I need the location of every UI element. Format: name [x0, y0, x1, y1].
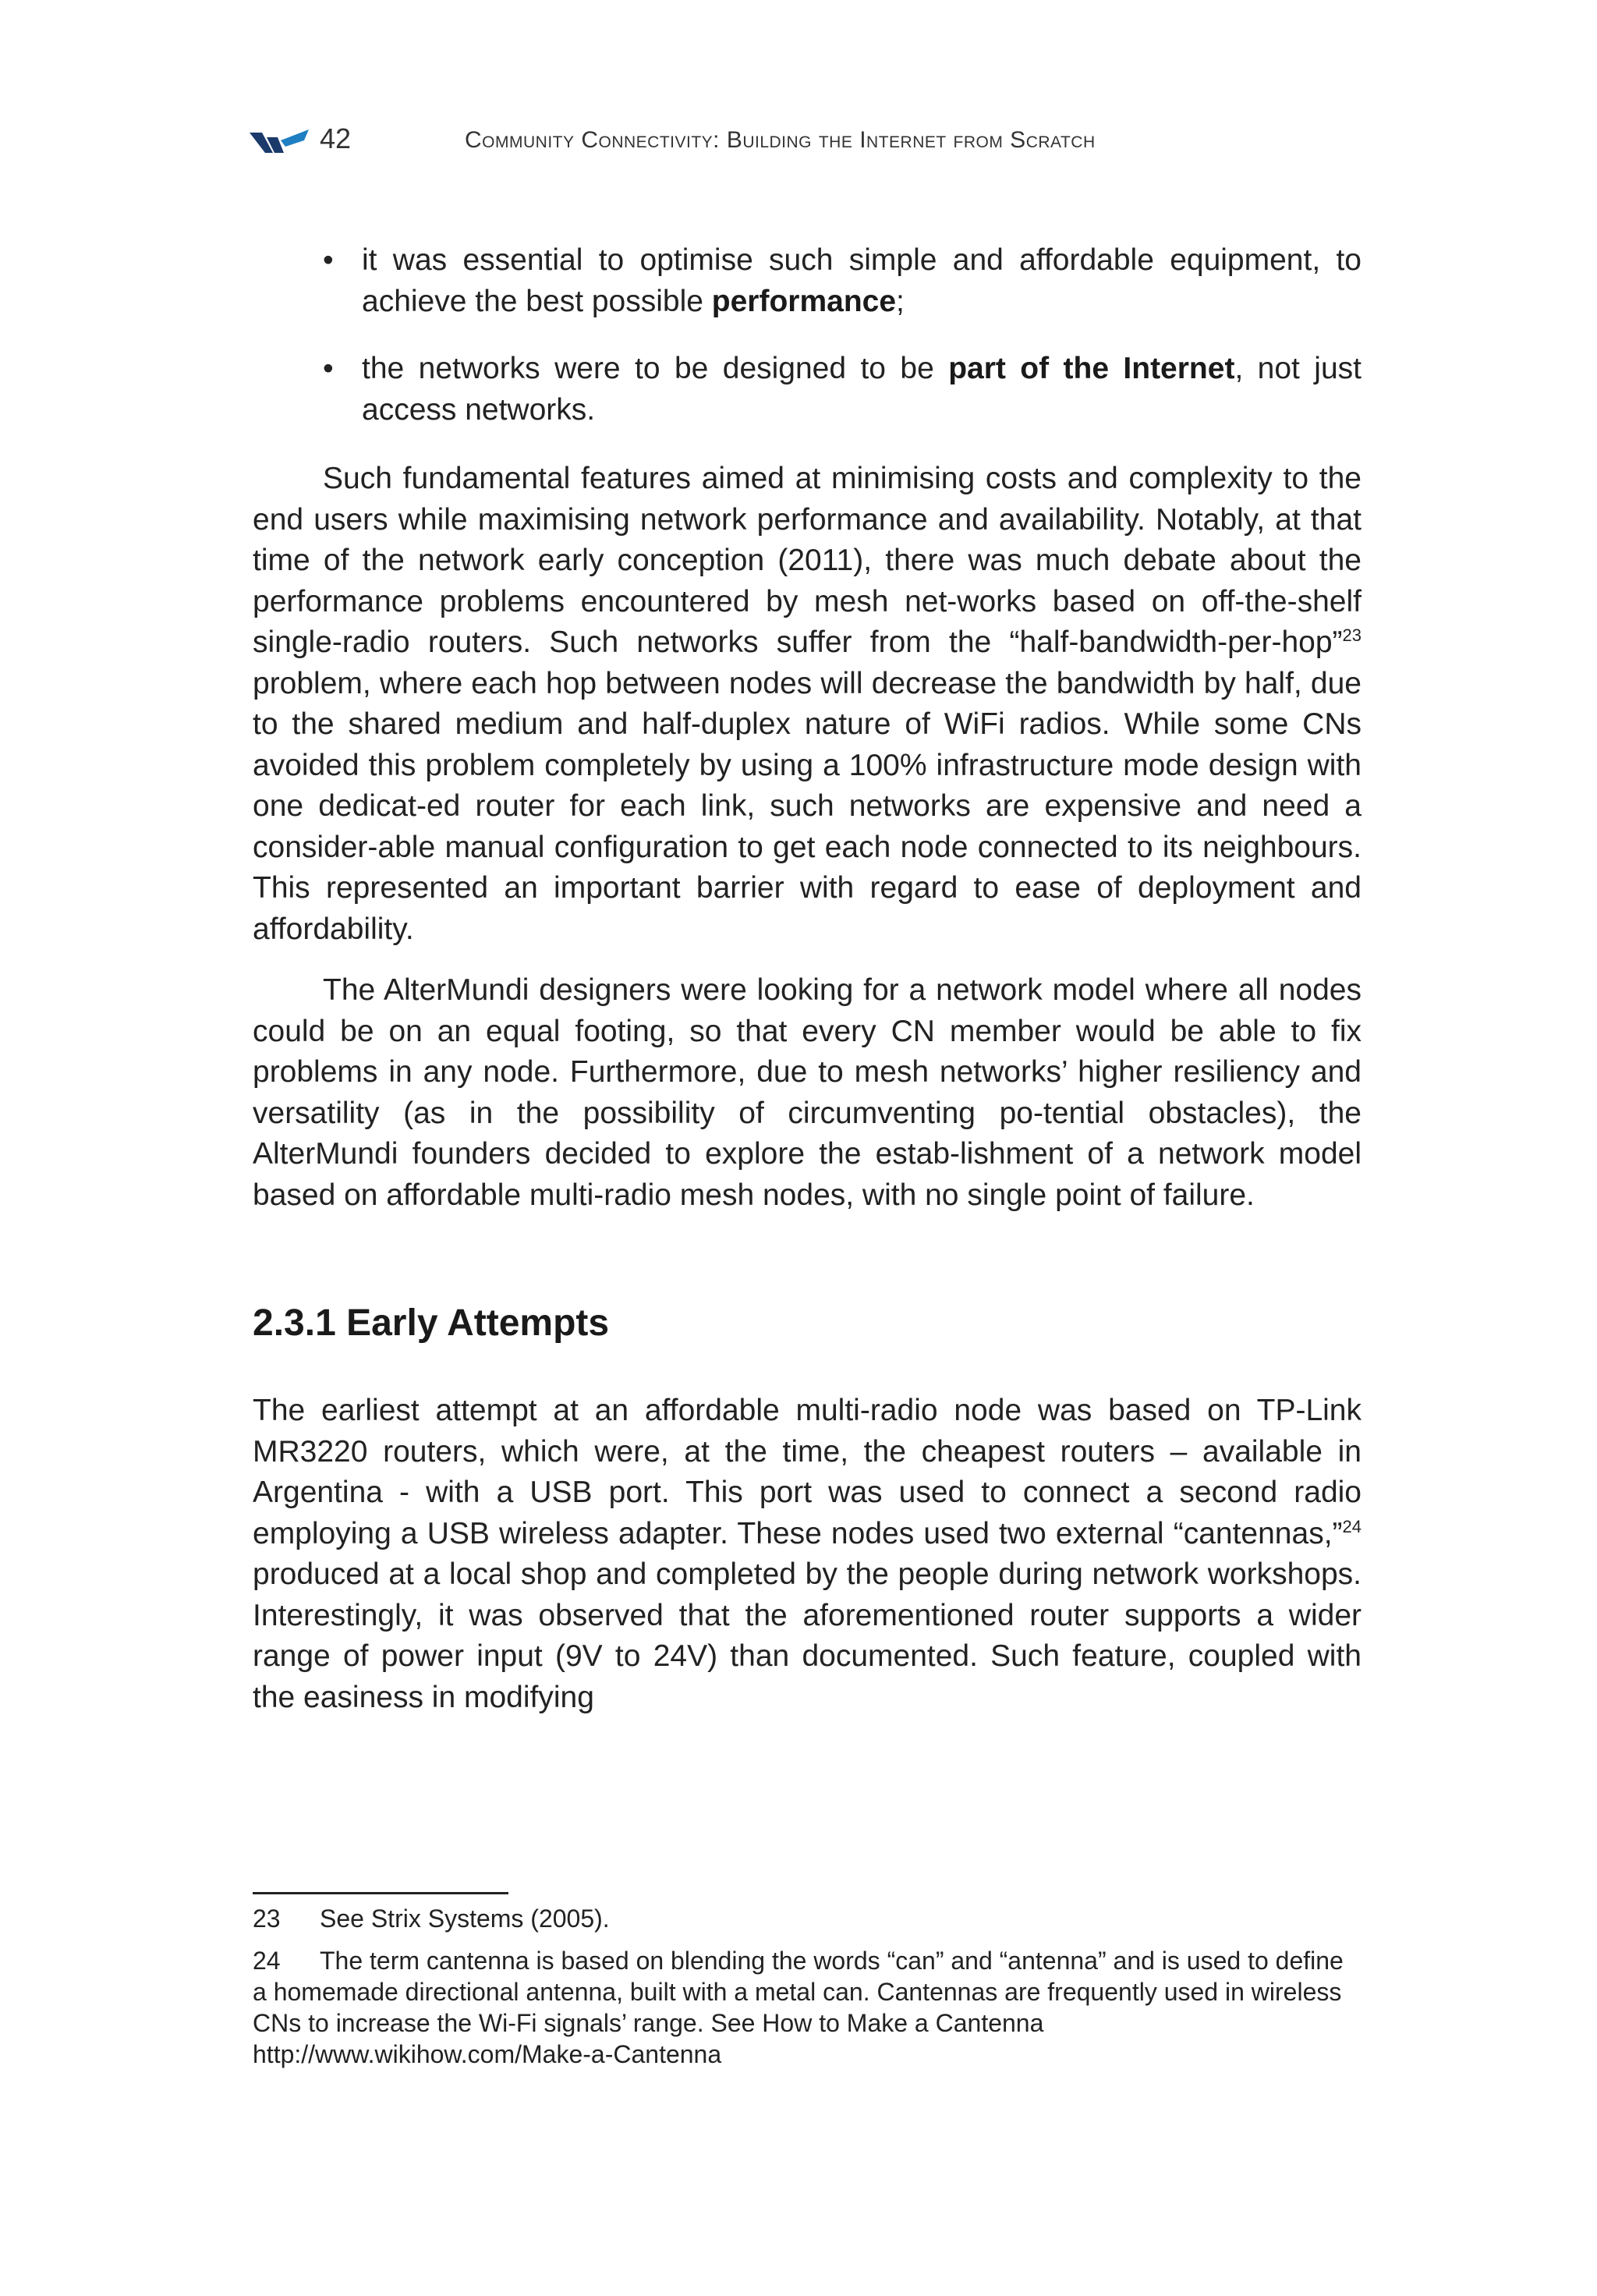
footnote-text: See Strix Systems (2005). — [320, 1904, 610, 1933]
list-item: • it was essential to optimise such simple and affordable equipment, to achieve the best possible performance; — [323, 240, 1362, 322]
footnotes — [253, 1903, 1362, 2081]
bullet-icon: • — [323, 243, 334, 277]
running-header — [250, 117, 1357, 164]
paragraph: The AlterMundi designers were looking for a network model where all nodes could be on an equal footing, so that every CN member would be able to fix problems in any node. Furthermore, due to mesh networks’ higher resiliency and versatility (as in the possibility of circumventing po-tential obstacles), the AlterMundi founders decided to explore the estab-lishment of a network model based on affordable multi-radio mesh nodes, with no single point of failure. — [253, 973, 1362, 1212]
bullet-icon: • — [323, 352, 334, 385]
footnote-reference[interactable]: 23 — [1342, 625, 1362, 645]
footnote — [253, 1945, 1362, 2070]
footnote-reference[interactable]: 24 — [1342, 1516, 1362, 1536]
bullet-list — [323, 240, 1362, 430]
footnote-number: 24 — [253, 1947, 281, 1975]
footnote-divider — [253, 1892, 508, 1894]
body-content — [253, 240, 1362, 1738]
footnote-text: The term cantenna is based on blending the words “can” and “antenna” and is used to define a homemade directional antenna, built with a metal can. Cantennas are frequently used in wireless CNs to increase the Wi-Fi signals’ range. See How to Make a Cantenna http://www.wikihow.com/Make-a-Cantenna — [253, 1947, 1344, 2068]
footnote — [253, 1903, 1362, 1934]
bold-term: part of the Internet — [948, 352, 1235, 385]
running-title: Community Connectivity: Building the Internet from Scratch — [465, 127, 1096, 153]
page-number: 42 — [320, 122, 352, 154]
list-item: • the networks were to be designed to be part of the Internet, not just access networks. — [323, 349, 1362, 430]
publisher-logo-icon — [250, 129, 309, 156]
footnote-number: 23 — [253, 1904, 281, 1933]
bold-term: performance — [711, 284, 897, 318]
paragraph: The earliest attempt at an affordable multi-radio node was based on TP-Link MR3220 routers, which were, at the time, the cheapest routers – available in Argentina - with a USB port. This port was used to connect a second radio employing a USB wireless adapter. These nodes used two external “cantennas,”$^{24}$ produced at a local shop and completed by the people during network workshops. Interestingly, it was observed that the aforementioned router supports a wider range of power input (9V to 24V) than documented. Such feature, coupled with the easiness in modifying — [253, 1394, 1362, 1714]
paragraph: Such fundamental features aimed at minimising costs and complexity to the end users while maximising network performance and availability. Notably, at that time of the network early conception (2011), there was much debate about the performance problems encountered by mesh net-works based on off-the-shelf single-radio routers. Such networks suffer from the “half-bandwidth-per-hop”$^{23}$ problem, where each hop between nodes will decrease the bandwidth by half, due to the shared medium and half-duplex nature of WiFi radios. While some CNs avoided this problem completely by using a 100% infrastructure mode design with one dedicat-ed router for each link, such networks are expensive and need a consider-able manual configuration to get each node connected to its neighbours. This represented an important barrier with regard to ease of deployment and affordability. — [253, 462, 1362, 946]
section-heading: 2.3.1 Early Attempts — [253, 1302, 610, 1344]
